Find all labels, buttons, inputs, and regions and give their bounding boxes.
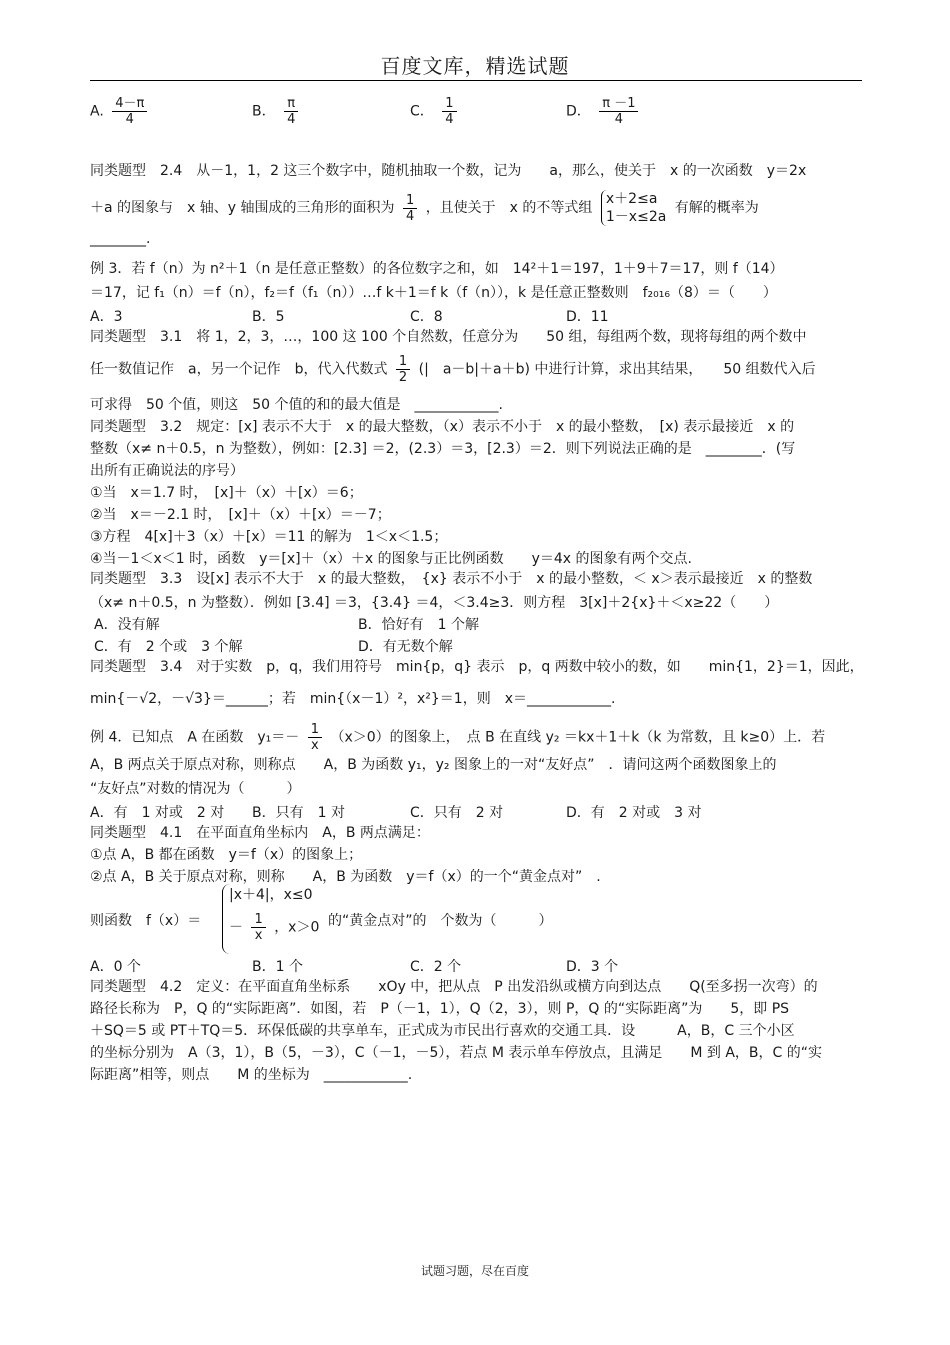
fraction [396,354,410,385]
p41-line4-label: 则函数 f（x）＝ [90,913,202,929]
ex4-option-d: D．有 2 对或 3 对 [566,805,702,821]
frac-num: 1 [398,354,408,369]
frac-num: π [287,96,296,111]
option-d [566,96,642,127]
ex3-line1: 例 3．若 f（n）为 n²＋1（n 是任意正整数）的各位数字之和，如 14²＋1＝197，1＋9＋7＝17，则 f（14） [90,261,784,277]
page-footer: 试题习题，尽在百度 [420,1264,529,1278]
fraction [112,96,147,127]
p41-line3: ②点 A，B 关于原点对称，则称 A，B 为函数 y＝f（x）的一个“黄金点对” . [90,869,601,885]
fraction [442,96,456,127]
frac-den: 4 [284,111,298,127]
p33-line1: 同类题型 3.3 设[x] 表示不大于 x 的最大整数， {x} 表示不小于 x 的最小整数，＜ x＞表示最接近 x 的整数 [90,571,813,587]
p34-line2: min{－√2，－√3}＝______；若 min{（x－1）²，x²}＝1，则 x＝____________. [90,691,616,707]
ex3-option-c: C．8 [410,309,443,325]
fraction [251,912,265,943]
ex4-option-a: A．有 1 对或 2 对 [90,805,225,821]
text: ，x＞0 [274,919,320,936]
text: 例 4．已知点 A 在函数 y₁＝－ [90,729,300,746]
text: 任一数值记作 a，另一个记作 b，代入代数式 [90,361,388,378]
frac-num: π －1 [602,96,636,111]
p32-item: ④当－1＜x＜1 时，函数 y＝[x]＋（x）＋x 的图象与正比例函数 y＝4x 的图象有两个交点. [90,551,692,567]
ex4-line3: “友好点”对数的情况为（ ） [90,781,301,797]
fraction [308,722,322,753]
p41-line1: 同类题型 4.1 在平面直角坐标内 A，B 两点满足： [90,825,430,841]
option-label: D． [566,103,591,120]
p34-line1: 同类题型 3.4 对于实数 p，q，我们用符号 min{p，q} 表示 p，q 两数中较小的数，如 min{1，2}＝1，因此， [90,659,864,675]
text: ，且使关于 x 的不等式组 [425,200,593,216]
p41-line2: ①点 A，B 都在函数 y＝f（x）的图象上； [90,847,363,863]
p33-line2: （x≠ n＋0.5，n 为整数）．例如 [3.4] ＝3，{3.4} ＝4，＜3.4≥3．则方程 3[x]＋2{x}＋＜x≥22（ ） [90,595,779,611]
frac-den: x [251,927,265,943]
p41-option-b: B．1 个 [252,959,303,975]
p24-line2 [90,190,759,226]
piecewise-function [222,884,319,954]
text: (| a－b|＋a＋b) 中进行计算，求出其结果， 50 组数代入后 [418,361,816,378]
p42-line3: ＋SQ＝5 或 PT＋TQ＝5．环保低碳的共享单车，正式成为市民出行喜欢的交通工具．设 A，B，C 三个小区 [90,1023,795,1039]
p42-line4: 的坐标分别为 A（3，1），B（5，－3），C（－1，－5），若点 M 表示单车停放点，且满足 M 到 A，B，C 的“实 [90,1045,823,1061]
piece-case: |x＋4|，x≤0 [229,887,313,903]
frac-den: 4 [403,208,417,224]
frac-den: 4 [112,111,147,127]
frac-num: 1 [445,96,454,111]
p41-option-a: A．0 个 [90,959,141,975]
fraction [403,193,417,224]
fraction [284,96,298,127]
p33-option-d: D．有无数个解 [358,639,453,655]
option-label: A. [90,103,104,120]
p32-item: ③方程 4[x]＋3（x）＋[x）＝11 的解为 1＜x＜1.5； [90,529,448,545]
fraction [599,96,638,127]
frac-num: 1 [254,912,263,927]
frac-num: 1 [310,722,320,737]
p33-option-a: A．没有解 [94,617,160,633]
header-divider [90,80,862,81]
ex4-option-c: C．只有 2 对 [410,805,504,821]
ex3-option-a: A．3 [90,309,123,325]
text: （x＞0）的图象上， 点 B 在直线 y₂ ＝kx＋1＋k（k 为常数，且 k≥0）上．若 [330,729,826,746]
frac-den: 2 [396,369,410,385]
p31-line3: 可求得 50 个值，则这 50 个值的和的最大值是 ____________. [90,397,503,413]
p31-line1: 同类题型 3.1 将 1，2，3，…，100 这 100 个自然数，任意分为 50 组，每组两个数，现将每组的两个数中 [90,329,807,345]
frac-num: 1 [405,192,415,208]
p42-line1: 同类题型 4.2 定义：在平面直角坐标系 xOy 中，把从点 P 出发沿纵或横方向到达点 Q(至多拐一次弯）的 [90,979,818,995]
ex4-option-b: B．只有 1 对 [252,805,345,821]
p32-line3: 出所有正确说法的序号） [90,463,244,479]
ex4-line2: A，B 两点关于原点对称，则称点 A，B 为函数 y₁，y₂ 图象上的一对“友好点” ．请问这两个函数图象上的 [90,757,777,773]
frac-den: 4 [599,111,638,127]
p41-option-c: C．2 个 [410,959,462,975]
ex3-line2: ＝17，记 f₁（n）＝f（n），f₂＝f（f₁（n））…f k＋1＝f k（f（n）），k 是任意正整数则 f₂₀₁₆（8）＝（ ） [90,285,777,301]
inequality-system [601,190,666,226]
option-label: B． [252,103,276,120]
p42-line2: 路径长称为 P，Q 的“实际距离”．如图，若 P（－1，1），Q（2，3），则 P，Q 的“实际距离”为 5，即 PS [90,1001,790,1017]
page-title: 百度文库，精选试题 [380,54,570,78]
ex3-option-d: D．11 [566,309,609,325]
frac-den: 4 [442,111,456,127]
p31-line2 [90,354,816,385]
ex4-line1 [90,722,825,753]
inequality: x＋2≤a [605,191,658,207]
inequality: 1－x≤2a [605,209,667,225]
p32-item: ①当 x＝1.7 时， [x]＋（x）＋[x）＝6； [90,485,363,501]
text: ＋a 的图象与 x 轴、y 轴围成的三角形的面积为 [90,200,395,216]
p33-option-c: C．有 2 个或 3 个解 [94,639,243,655]
p41-line4-tail: 的“黄金点对”的 个数为（ ） [328,913,553,929]
text: 有解的概率为 [674,200,759,216]
option-c [410,96,461,127]
p32-line2: 整数（x≠ n＋0.5，n 为整数），例如：[2.3] ＝2，(2.3）＝3，[2.3）＝2．则下列说法正确的是 ________．(写 [90,441,796,457]
piece-case [229,912,319,943]
p41-option-d: D．3 个 [566,959,619,975]
option-label: C． [410,103,434,120]
option-a [90,96,151,127]
option-b [252,96,302,127]
p24-line1: 同类题型 2.4 从－1，1，2 这三个数字中，随机抽取一个数，记为 a，那么，使关于 x 的一次函数 y＝2x [90,163,807,179]
p24-line3: ________. [90,231,151,247]
p32-item: ②当 x＝－2.1 时， [x]＋（x）＋[x）＝－7； [90,507,391,523]
p42-line5: 际距离”相等，则点 M 的坐标为 ____________. [90,1067,413,1083]
frac-den: x [308,737,322,753]
frac-num: 4－π [115,96,145,111]
ex3-option-b: B．5 [252,309,285,325]
p32-line1: 同类题型 3.2 规定：[x] 表示不大于 x 的最大整数，（x）表示不小于 x 的最小整数， [x) 表示最接近 x 的 [90,419,795,435]
p33-option-b: B．恰好有 1 个解 [358,617,479,633]
text: － [229,919,243,936]
